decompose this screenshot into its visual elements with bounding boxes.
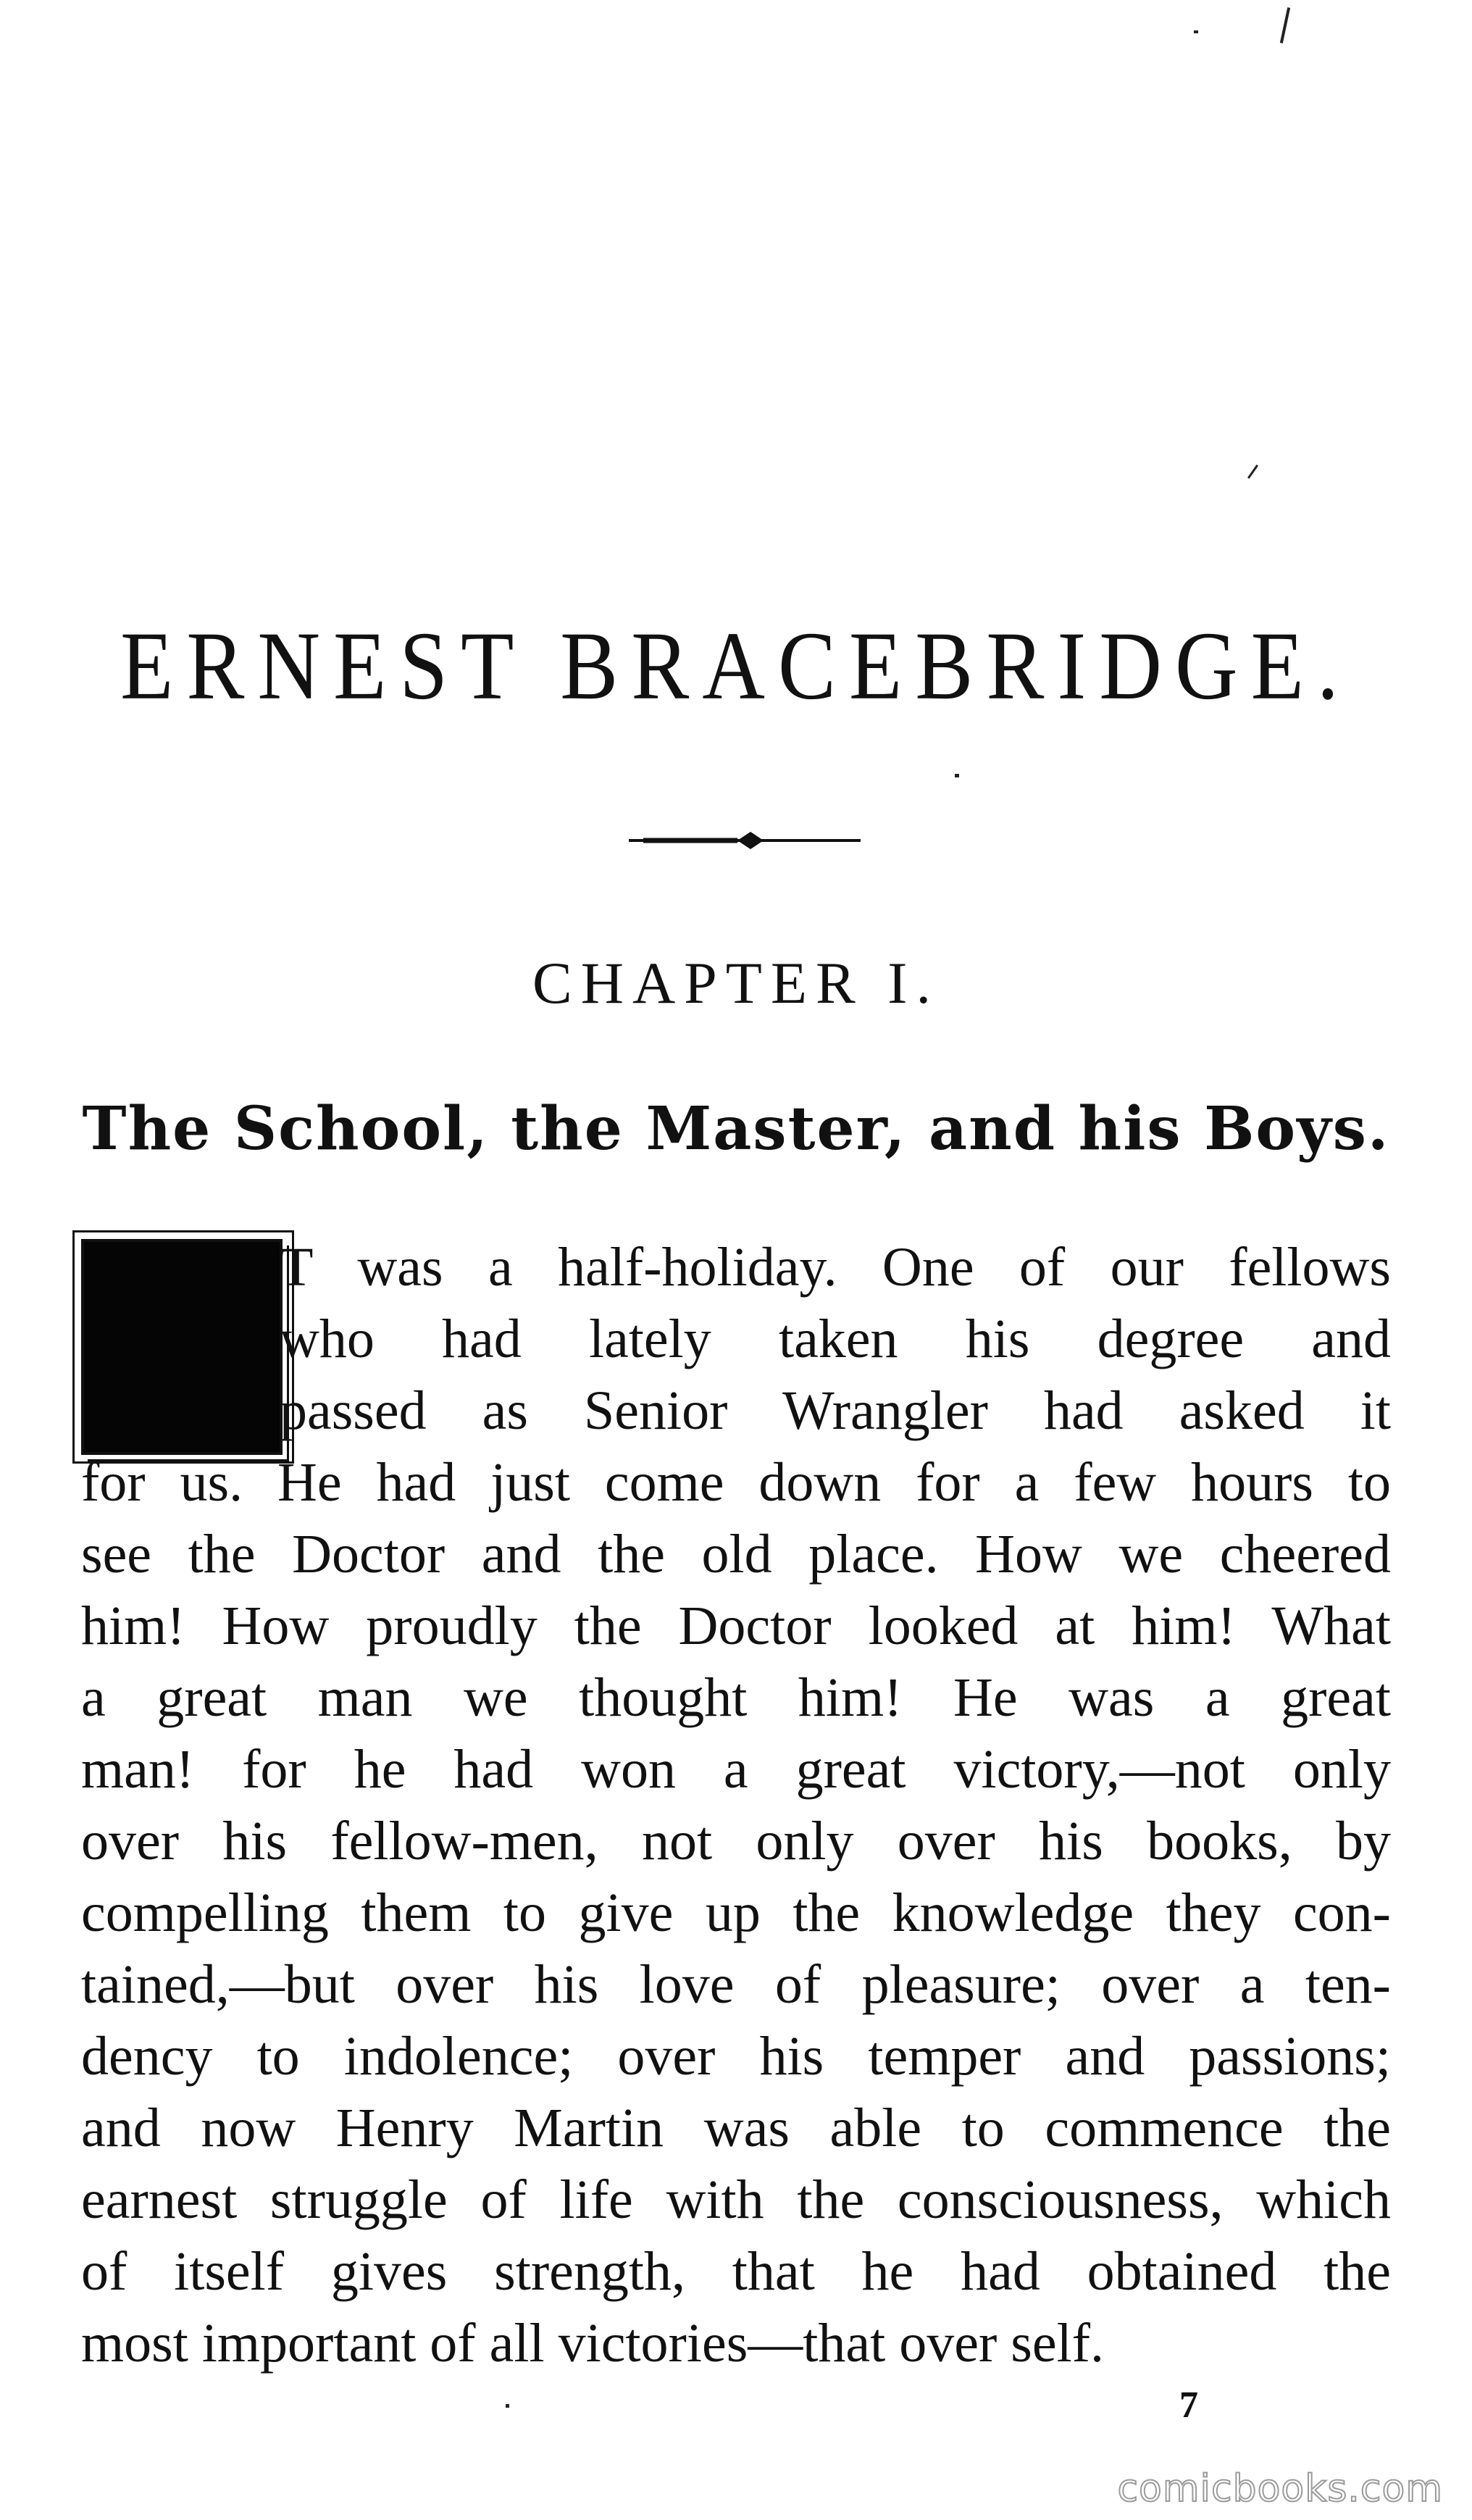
body-line: dency to indolence; over his temper and passions; [81,2026,1391,2087]
print-speck [1280,7,1290,43]
body-line: a great man we thought him! He was a great [81,1667,1391,1728]
body-line: passed as Senior Wrangler had asked it [280,1380,1391,1441]
body-line: compelling them to give up the knowledge they con- [81,1882,1391,1943]
chapter-body-text [81,1232,1391,2379]
body-line: over his fellow-men, not only over his books, by [81,1811,1391,1872]
body-line: earnest struggle of life with the consciousness, which [81,2169,1391,2230]
body-line: man! for he had won a great victory,—not only [81,1739,1391,1800]
ornament-divider [629,826,861,855]
body-line: who had lately taken his degree and [280,1309,1391,1369]
watermark: comicbooks.com [1117,2467,1443,2511]
body-line: T was a half-holiday. One of our fellows [280,1237,1391,1298]
body-line: of itself gives strength, that he had obtained the [81,2241,1391,2302]
body-line: most important of all victories—that over self. [81,2313,1105,2374]
page-number: 7 [1179,2385,1198,2426]
chapter-subtitle: The School, the Master, and his Boys. [82,1094,1390,1164]
body-line: tained,—but over his love of pleasure; over a ten- [81,1954,1391,2015]
body-line: him! How proudly the Doctor looked at him! What [81,1595,1391,1656]
print-speck [1194,30,1198,33]
chapter-heading: CHAPTER I. [532,950,940,1016]
body-line: for us. He had just come down for a few hours to [81,1452,1391,1513]
print-speck [1247,464,1258,479]
book-title: ERNEST BRACEBRIDGE. [120,611,1352,719]
body-line: and now Henry Martin was able to commence the [81,2098,1391,2158]
body-line: see the Doctor and the old place. How we cheered [81,1524,1391,1585]
print-speck [506,2404,509,2408]
print-speck [955,774,959,777]
